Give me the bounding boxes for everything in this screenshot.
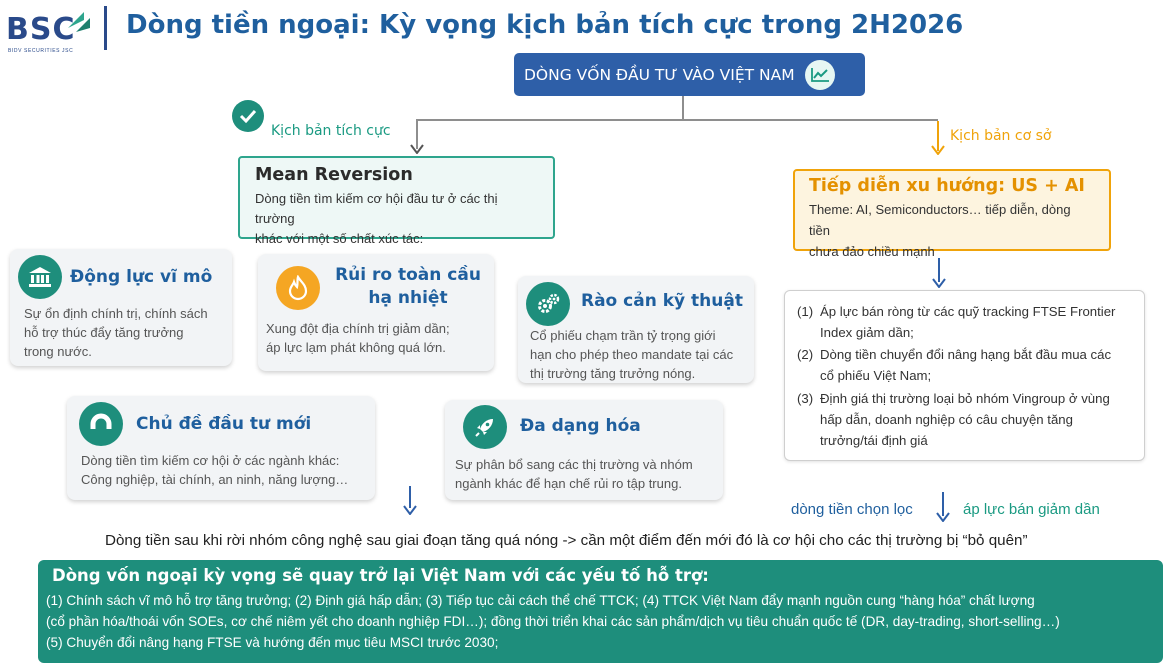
header-divider (104, 6, 107, 50)
logo-subtitle: BIDV SECURITIES JSC (8, 48, 74, 54)
card-desc (24, 305, 224, 362)
card-desc-line: hỗ trợ thúc đẩy tăng trưởng (24, 324, 184, 340)
list-item-line: cổ phiếu Việt Nam; (820, 368, 932, 384)
fire-icon (276, 266, 320, 310)
list-item (797, 388, 1132, 451)
positive-scenario-label: Kịch bản tích cực (271, 123, 391, 139)
arrow-down-icon (410, 144, 424, 154)
list-item-text (820, 388, 1110, 451)
mean-reversion-desc (255, 189, 538, 249)
list-item-line: Dòng tiền chuyển đổi nâng hạng bắt đầu mua các (820, 347, 1112, 363)
list-item-text (820, 344, 1111, 386)
support-factors-line: (1) Chính sách vĩ mô hỗ trợ tăng trưởng; (2) Định giá hấp dẫn; (3) Tiếp tục cải cách thể chế TTCK; (4) TTCK Việt Nam đẩy mạnh nguồn cung “hàng hóa” chất lượng (46, 593, 1035, 608)
logo (6, 6, 96, 54)
list-item-line: Index giảm dần; (820, 325, 914, 341)
logo-mark-icon (64, 6, 94, 36)
trend-desc (809, 200, 1095, 262)
list-item-line: Áp lực bán ròng từ các quỹ tracking FTSE Frontier (820, 304, 1116, 319)
support-factors-panel (38, 560, 1163, 663)
list-item-number: (3) (797, 390, 814, 406)
mean-reversion-desc-line: khác với một số chất xúc tác: (255, 231, 424, 247)
trend-title: Tiếp diễn xu hướng: US + AI (809, 176, 1085, 196)
connector-vertical-top (682, 96, 684, 120)
list-item (797, 344, 1132, 386)
card-title (334, 264, 482, 310)
support-factors-line: (cổ phần hóa/thoái vốn SOEs, cơ chế niêm yết cho doanh nghiệp FDI…); đồng thời triển khai các sản phẩm/dịch vụ tiêu chuẩn quốc tế (DR, day-trading, short-selling…) (46, 614, 1060, 630)
card-desc-line: trong nước. (24, 343, 92, 359)
selling-pressure-label: áp lực bán giảm dần (963, 501, 1100, 518)
card-title-line: Rủi ro toàn cầu (335, 265, 481, 285)
card-title: Động lực vĩ mô (70, 267, 213, 287)
card-desc-line: thị trường tăng trưởng nóng. (530, 365, 696, 381)
card-desc-line: Sự phân bổ sang các thị trường và nhóm (455, 457, 693, 472)
card-title: Rào cản kỹ thuật (581, 291, 743, 311)
summary-text: Dòng tiền sau khi rời nhóm công nghệ sau giai đoạn tăng quá nóng -> cần một điểm đến mới đó là cơ hội cho các thị trường bị “bỏ quên” (105, 532, 1028, 549)
card-desc (81, 452, 371, 490)
card-desc-line: Xung đột địa chính trị giảm dần; (266, 321, 450, 336)
list-item-line: Định giá thị trường loại bỏ nhóm Vingroup ở vùng (820, 390, 1110, 406)
trend-desc-line: Theme: AI, Semiconductors… tiếp diễn, dòng tiền (809, 202, 1071, 238)
chart-line-icon (805, 60, 835, 90)
arrow-down-orange-icon (931, 145, 945, 155)
card-title: Chủ đề đầu tư mới (136, 414, 312, 434)
card-technical-barriers (518, 276, 754, 383)
logo-text: BSC (6, 12, 76, 47)
card-diversification (445, 400, 723, 500)
gears-icon (526, 282, 570, 326)
list-item-line: hấp dẫn, doanh nghiệp có câu chuyện tăng (820, 411, 1073, 427)
card-global-risk (258, 254, 494, 371)
trend-desc-line: chưa đảo chiều mạnh (809, 243, 935, 259)
rocket-icon (463, 405, 507, 449)
magnet-icon (79, 402, 123, 446)
mean-reversion-title: Mean Reversion (255, 165, 413, 185)
card-desc-line: ngành khác để hạn chế rủi ro tập trung. (455, 475, 682, 491)
trend-box (793, 169, 1111, 259)
card-title: Đa dạng hóa (520, 416, 641, 436)
card-desc (266, 320, 492, 358)
list-item-number: (2) (797, 347, 814, 363)
connector-horizontal (417, 119, 938, 121)
investment-flow-box (514, 53, 865, 96)
card-desc-line: Dòng tiền tìm kiếm cơ hội ở các ngành khác: (81, 453, 340, 468)
support-factors-line: (5) Chuyển đổi nâng hạng FTSE và hướng đến mục tiêu MSCI trước 2030; (46, 635, 499, 651)
mean-reversion-box (238, 156, 555, 247)
list-item-line: trưởng/tái định giá (820, 432, 928, 448)
support-factors-title: Dòng vốn ngoại kỳ vọng sẽ quay trở lại Việt Nam với các yếu tố hỗ trợ: (52, 566, 709, 585)
page-title: Dòng tiền ngoại: Kỳ vọng kịch bản tích cực trong 2H2026 (126, 10, 964, 40)
arrow-down-blue-icon (936, 512, 950, 522)
card-macro-drivers (10, 249, 232, 366)
list-item (797, 301, 1132, 343)
list-item-number: (1) (797, 304, 814, 319)
card-desc-line: áp lực lạm phát không quá lớn. (266, 339, 446, 355)
arrow-down-blue-icon (932, 278, 946, 288)
base-case-factors-list (784, 290, 1145, 461)
card-desc-line: hạn cho phép theo mandate tại các (530, 346, 734, 362)
check-circle-icon (232, 100, 264, 132)
card-desc-line: Sự ổn định chính trị, chính sách (24, 306, 208, 321)
mean-reversion-desc-line: Dòng tiền tìm kiếm cơ hội đầu tư ở các thị trường (255, 191, 498, 227)
arrow-down-blue-icon (403, 505, 417, 515)
card-desc (530, 327, 744, 384)
investment-flow-label: DÒNG VỐN ĐẦU TƯ VÀO VIỆT NAM (524, 65, 795, 84)
selective-flow-label: dòng tiền chọn lọc (791, 501, 913, 518)
bank-icon (18, 255, 62, 299)
card-title-line: hạ nhiệt (368, 287, 448, 308)
card-new-themes (67, 396, 375, 500)
base-scenario-label: Kịch bản cơ sở (950, 128, 1052, 144)
card-desc (455, 456, 715, 494)
list-item-text (820, 301, 1115, 343)
card-desc-line: Cổ phiếu chạm trần tỷ trọng giới (530, 328, 716, 343)
card-desc-line: Công nghiệp, tài chính, an ninh, năng lượng… (81, 471, 349, 487)
